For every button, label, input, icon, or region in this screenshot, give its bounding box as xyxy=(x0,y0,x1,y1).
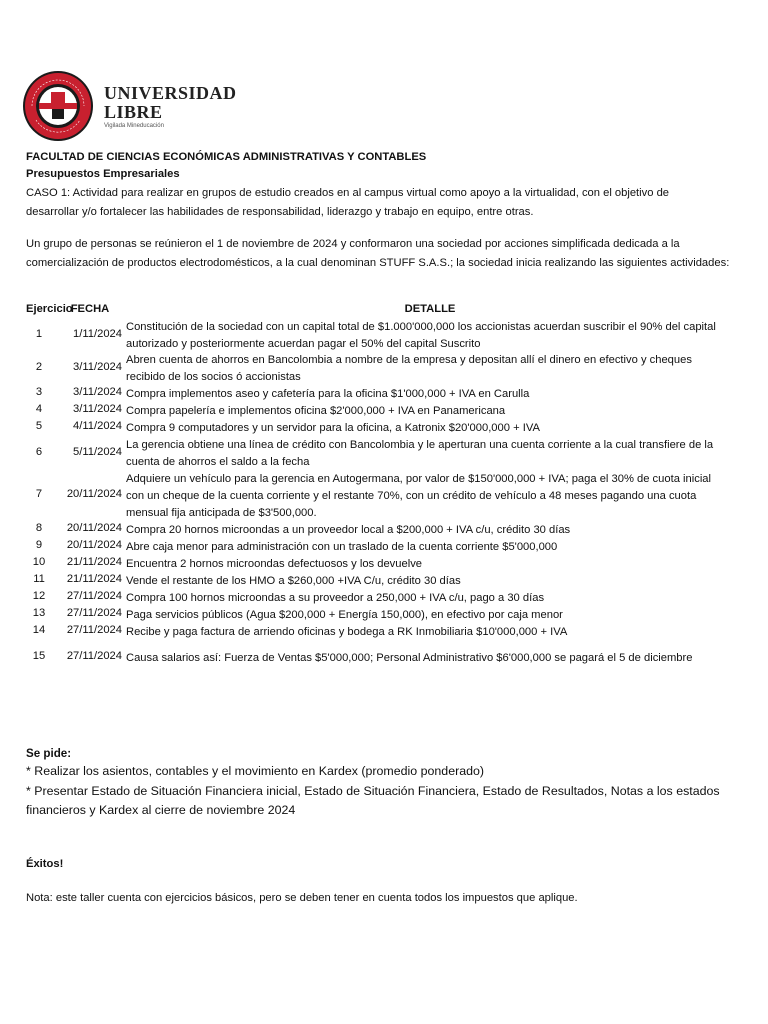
university-logo xyxy=(22,70,262,140)
row-date: 3/11/2024 xyxy=(73,386,122,398)
detail-line: Causa salarios así: Fuerza de Ventas $5'000,000; Personal Administrativo $6'000,000 se pagará el 5 de diciembre xyxy=(126,652,693,664)
row-number: 14 xyxy=(32,624,46,636)
header-detail: DETALLE xyxy=(404,303,456,315)
case-line: CASO 1: Actividad para realizar en grupos de estudio creados en al campus virtual como apoyo a la virtualidad, con el objetivo de xyxy=(26,187,670,199)
row-detail xyxy=(126,352,734,386)
row-date: 21/11/2024 xyxy=(66,556,122,568)
intro-paragraph xyxy=(26,235,746,272)
table-row xyxy=(26,352,746,386)
table-row xyxy=(26,607,746,624)
row-number: 6 xyxy=(35,445,43,458)
table-row xyxy=(26,624,746,641)
table-row xyxy=(26,650,746,667)
row-date: 4/11/2024 xyxy=(73,420,122,432)
row-number: 1 xyxy=(35,327,43,340)
detail-line: Recibe y paga factura de arriendo oficinas y bodega a RK Inmobiliaria $10'000,000 + IVA xyxy=(126,626,568,638)
row-detail xyxy=(126,471,734,522)
case-description xyxy=(26,184,746,221)
row-date: 20/11/2024 xyxy=(66,539,122,551)
detail-line: recibido de los socios ó accionistas xyxy=(126,371,301,383)
detail-line: autorizado y posteriormente acuerdan pagar el 50% del capital Suscrito xyxy=(126,338,481,350)
row-number: 7 xyxy=(35,488,43,500)
table-row xyxy=(26,573,746,590)
table-row xyxy=(26,437,746,471)
case-line: desarrollar y/o fortalecer las habilidades de responsabilidad, liderazgo y trabajo en equipo, entre otras. xyxy=(26,205,534,218)
row-date: 27/11/2024 xyxy=(66,624,122,636)
row-detail xyxy=(126,556,734,573)
row-detail xyxy=(126,650,734,667)
row-number: 2 xyxy=(35,360,43,373)
detail-line: Compra implementos aseo y cafetería para la oficina $1'000,000 + IVA en Carulla xyxy=(126,388,530,400)
detail-line: Constitución de la sociedad con un capital total de $1.000'000,000 los accionistas acuerdan suscribir el 90% del capital xyxy=(126,321,716,333)
table-row xyxy=(26,539,746,556)
detail-line: La gerencia obtiene una línea de crédito con Bancolombia y le aperturan una cuenta corriente a la cual transfiere de la xyxy=(126,439,714,451)
row-detail xyxy=(126,522,734,539)
requirement-item: * Realizar los asientos, contables y el movimiento en Kardex (promedio ponderado) xyxy=(26,764,485,778)
detail-line: mensual fija anticipada de $3'500,000. xyxy=(126,507,317,519)
brand-name-line2: LIBRE xyxy=(104,102,163,122)
brand-motto: Vigilada Mineducación xyxy=(104,123,164,129)
brand-wordmark xyxy=(104,84,237,129)
row-number: 8 xyxy=(35,522,43,534)
table-row xyxy=(26,471,746,522)
row-date: 1/11/2024 xyxy=(73,327,122,340)
row-number: 4 xyxy=(35,403,43,415)
header-exercise: Ejercicio xyxy=(26,303,73,315)
row-date: 27/11/2024 xyxy=(66,607,122,619)
row-date: 3/11/2024 xyxy=(73,403,122,415)
detail-line: Compra 20 hornos microondas a un proveedor local a $200,000 + IVA c/u, crédito 30 días xyxy=(126,524,571,536)
row-detail xyxy=(126,403,734,420)
row-detail xyxy=(126,624,734,641)
row-detail xyxy=(126,420,734,437)
header-date: FECHA xyxy=(70,303,110,315)
detail-line: cuenta de ahorros el saldo a la fecha xyxy=(126,456,310,468)
row-detail xyxy=(126,573,734,590)
note-text: Nota: este taller cuenta con ejercicios básicos, pero se deben tener en cuenta todos los impuestos que aplique. xyxy=(26,892,578,904)
row-number: 11 xyxy=(33,573,45,585)
row-date: 20/11/2024 xyxy=(66,488,122,500)
table-row xyxy=(26,556,746,573)
row-date: 20/11/2024 xyxy=(66,522,122,534)
detail-line: Abre caja menor para administración con un traslado de la cuenta corriente $5'000,000 xyxy=(126,541,558,553)
row-number: 10 xyxy=(32,556,46,568)
detail-line: Compra papelería e implementos oficina $2'000,000 + IVA en Panamericana xyxy=(126,405,506,417)
detail-line: con un cheque de la cuenta corriente y el restante 70%, con un crédito de vehículo a 48 meses pagando una cuota xyxy=(126,490,697,502)
row-number: 3 xyxy=(35,386,43,398)
row-number: 5 xyxy=(35,420,43,432)
closing-text: Éxitos! xyxy=(26,858,64,870)
row-date: 27/11/2024 xyxy=(66,650,122,662)
table-row xyxy=(26,420,746,437)
brand-name-line1: UNIVERSIDAD xyxy=(104,83,237,103)
detail-line: Paga servicios públicos (Agua $200,000 + Energía 150,000), en efectivo por caja menor xyxy=(126,609,563,621)
row-number: 13 xyxy=(32,607,46,619)
row-detail xyxy=(126,607,734,624)
detail-line: Compra 9 computadores y un servidor para la oficina, a Katronix $20'000,000 + IVA xyxy=(126,422,540,434)
table-header xyxy=(26,300,746,320)
requirements-title: Se pide: xyxy=(26,747,72,760)
detail-line: Adquiere un vehículo para la gerencia en Autogermana, por valor de $150'000,000 + IVA; paga el 30% de cuota inicial xyxy=(126,473,712,485)
table-row xyxy=(26,522,746,539)
detail-line: Vende el restante de los HMO a $260,000 +IVA C/u, crédito 30 días xyxy=(126,575,461,587)
row-number: 12 xyxy=(32,590,46,602)
row-number: 15 xyxy=(32,650,46,662)
table-row xyxy=(26,319,746,353)
detail-line: Abren cuenta de ahorros en Bancolombia a nombre de la empresa y depositan allí el dinero en efectivo y cheques xyxy=(126,354,692,366)
intro-line: comercialización de productos electrodomésticos, a la cual denominan STUFF S.A.S.; la sociedad inicia realizando las siguientes actividades: xyxy=(26,256,730,269)
row-detail xyxy=(126,539,734,556)
university-seal-icon xyxy=(22,70,94,142)
row-number: 9 xyxy=(35,539,43,551)
requirement-line: * Presentar Estado de Situación Financiera inicial, Estado de Situación Financiera, Estado de Resultados, Notas a los estados xyxy=(26,784,720,798)
row-detail xyxy=(126,437,734,471)
row-date: 5/11/2024 xyxy=(73,445,122,458)
faculty-title: FACULTAD DE CIENCIAS ECONÓMICAS ADMINISTRATIVAS Y CONTABLES xyxy=(26,151,427,163)
subject-title: Presupuestos Empresariales xyxy=(26,168,180,180)
table-row xyxy=(26,403,746,420)
requirement-item xyxy=(26,782,726,820)
intro-line: Un grupo de personas se reúnieron el 1 de noviembre de 2024 y conformaron una sociedad por acciones simplificada dedicada a la xyxy=(26,238,680,250)
row-date: 27/11/2024 xyxy=(66,590,122,602)
row-detail xyxy=(126,319,734,353)
row-date: 3/11/2024 xyxy=(73,360,122,373)
table-row xyxy=(26,386,746,403)
table-row xyxy=(26,590,746,607)
detail-line: Compra 100 hornos microondas a su proveedor a 250,000 + IVA c/u, pago a 30 días xyxy=(126,592,545,604)
detail-line: Encuentra 2 hornos microondas defectuosos y los devuelve xyxy=(126,558,423,570)
row-detail xyxy=(126,386,734,403)
row-date: 21/11/2024 xyxy=(66,573,122,585)
requirement-line: financieros y Kardex al cierre de noviembre 2024 xyxy=(26,803,296,817)
row-detail xyxy=(126,590,734,607)
